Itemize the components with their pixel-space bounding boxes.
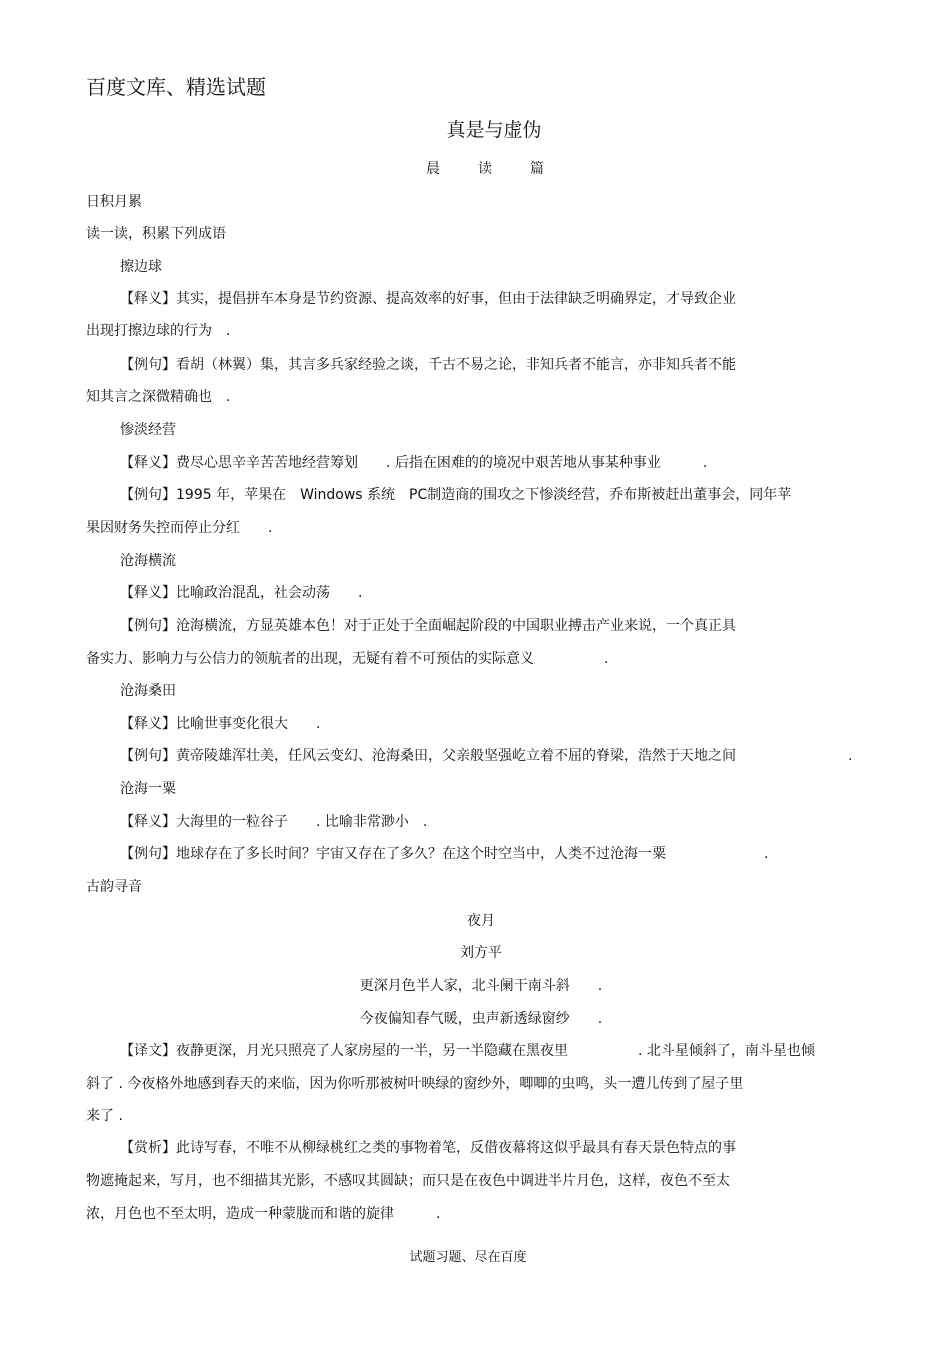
idiom-word: 沧海横流 (120, 553, 176, 569)
definition-text: 比喻政治混乱，社会动荡 . (176, 585, 363, 601)
section-heading-daily: 日积月累 (86, 194, 142, 210)
definition-text: 大海里的一粒谷子 . 比喻非常渺小 . (176, 814, 428, 830)
definition-tag: 【释义】 (120, 291, 176, 307)
idiom-example-cont: 知其言之深微精确也 . (86, 389, 231, 405)
idiom-definition (120, 813, 427, 831)
page-footer: 试题习题、尽在百度 (409, 1250, 527, 1265)
example-tag: 【例句】 (120, 748, 176, 764)
example-tag: 【例句】 (120, 487, 176, 503)
appreciation-text: 此诗写春，不唯不从柳绿桃红之类的事物着笔，反借夜幕将这似乎最具有春天景色特点的事 (176, 1140, 736, 1156)
instruction: 读一读，积累下列成语 (86, 226, 226, 242)
definition-text: 比喻世事变化很大 . (176, 716, 321, 732)
subtitle-char: 晨 (426, 161, 440, 177)
idiom-example (120, 747, 852, 765)
idiom-word: 沧海一粟 (120, 781, 176, 797)
idiom-example (120, 617, 736, 635)
subtitle-char: 篇 (530, 161, 544, 177)
appreciation-cont: 浓，月色也不至太明，造成一种蒙胧而和谐的旋律 . (86, 1206, 441, 1222)
idiom-definition (120, 290, 736, 308)
article-title: 真是与虚伪 (446, 119, 542, 141)
example-tag: 【例句】 (120, 618, 176, 634)
poem-title: 夜月 (467, 913, 495, 929)
translation-tag: 【译文】 (120, 1043, 176, 1059)
definition-text: 其实，提倡拼车本身是节约资源、提高效率的好事，但由于法律缺乏明确界定，才导致企业 (176, 291, 736, 307)
idiom-definition (120, 715, 320, 733)
translation-cont: 斜了 . 今夜格外地感到春天的来临，因为你听那被树叶映绿的窗纱外，唧唧的虫鸣，头一遭儿传到了屋子里 (86, 1076, 744, 1092)
page-header: 百度文库、精选试题 (86, 75, 266, 99)
appreciation-cont: 物遮掩起来，写月，也不细描其光影，不感叹其圆缺；而只是在夜色中调进半片月色，这样，夜色不至太 (86, 1173, 730, 1189)
appreciation-tag: 【赏析】 (120, 1140, 176, 1156)
idiom-example (120, 356, 736, 374)
definition-text: 费尽心思辛辛苦苦地经营筹划 . 后指在困难的的境况中艰苦地从事某种事业 . (176, 455, 708, 471)
poem-author: 刘方平 (460, 945, 502, 961)
idiom-definition-cont: 出现打擦边球的行为 . (86, 323, 231, 339)
example-text: 地球存在了多长时间？宇宙又存在了多久？在这个时空当中，人类不过沧海一粟 . (176, 846, 769, 862)
idiom-word: 沧海桑田 (120, 683, 176, 699)
example-text: 1995 年，苹果在 Windows 系统 PC制造商的围攻之下惨淡经营，乔布斯被赶出董事会，同年苹 (176, 487, 792, 503)
example-text: 沧海横流，方显英雄本色！对于正处于全面崛起阶段的中国职业搏击产业来说，一个真正具 (176, 618, 736, 634)
definition-tag: 【释义】 (120, 455, 176, 471)
subtitle-char: 读 (478, 161, 492, 177)
section-heading-poetry: 古韵寻音 (86, 879, 142, 895)
poem-line: 今夜偏知春气暖，虫声新透绿窗纱 . (359, 1011, 603, 1027)
example-tag: 【例句】 (120, 846, 176, 862)
idiom-example (120, 845, 768, 863)
appreciation (120, 1139, 736, 1157)
section-subtitle (426, 160, 582, 178)
translation (120, 1042, 815, 1060)
idiom-word: 擦边球 (120, 259, 162, 275)
translation-cont: 来了 . (86, 1108, 123, 1124)
definition-tag: 【释义】 (120, 585, 176, 601)
example-tag: 【例句】 (120, 357, 176, 373)
definition-tag: 【释义】 (120, 716, 176, 732)
poem-line: 更深月色半人家，北斗阑干南斗斜 . (359, 978, 603, 994)
definition-tag: 【释义】 (120, 814, 176, 830)
idiom-word: 惨淡经营 (120, 422, 176, 438)
idiom-definition (120, 454, 707, 472)
idiom-example-cont: 果因财务失控而停止分红 . (86, 520, 273, 536)
idiom-example-cont: 备实力、影响力与公信力的领航者的出现，无疑有着不可预估的实际意义 . (86, 651, 609, 667)
idiom-example (120, 486, 791, 504)
example-text: 看胡（林翼）集，其言多兵家经验之谈，千古不易之论，非知兵者不能言，亦非知兵者不能 (176, 357, 736, 373)
idiom-definition (120, 584, 362, 602)
example-text: 黄帝陵雄浑壮美，任风云变幻、沧海桑田，父亲般坚强屹立着不屈的脊梁，浩然于天地之间 . (176, 748, 853, 764)
translation-text: 夜静更深，月光只照亮了人家房屋的一半，另一半隐藏在黑夜里 . 北斗星倾斜了，南斗星也倾 (176, 1043, 815, 1059)
